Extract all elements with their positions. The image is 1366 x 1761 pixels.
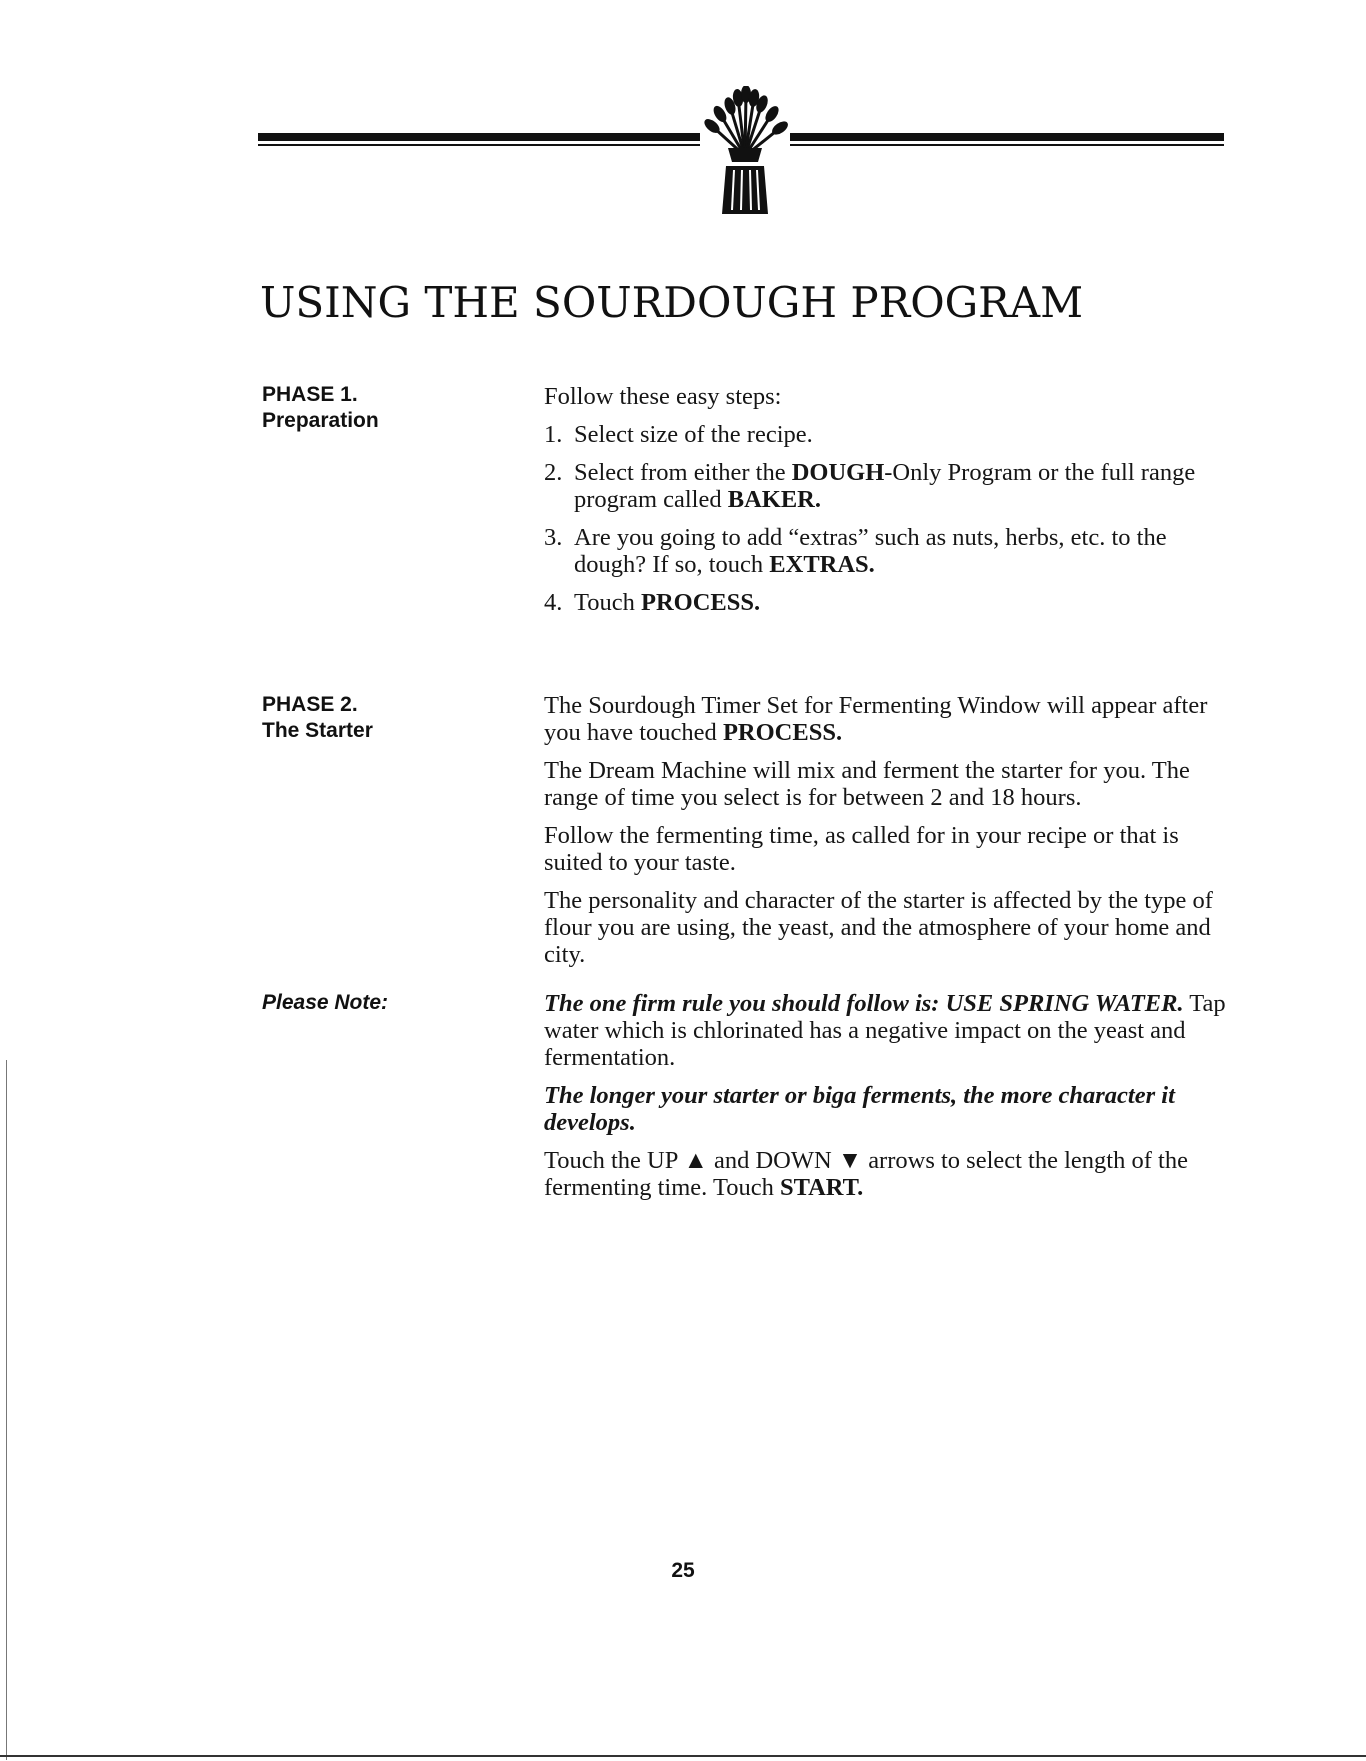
step-number: 1. bbox=[544, 421, 563, 448]
step-number: 2. bbox=[544, 459, 563, 486]
step-keyword: BAKER. bbox=[727, 486, 822, 513]
note-touch-text: arrows to select the length of the fermenting time. Touch bbox=[544, 1147, 1188, 1201]
phase2-paragraph: Follow the fermenting time, as called for in your recipe or that is suited to your taste. bbox=[544, 822, 1179, 876]
note-paragraph bbox=[544, 1082, 1234, 1136]
down-arrow-icon: ▼ bbox=[837, 1147, 863, 1174]
step-text: Touch bbox=[574, 589, 642, 616]
phase2-label bbox=[262, 692, 373, 744]
phase2-p1-keyword: PROCESS. bbox=[722, 719, 843, 746]
note-rule-text: Tap water which is chlorinated has a negative impact on the yeast and fermentation. bbox=[544, 990, 1226, 1071]
note-paragraph bbox=[544, 990, 1234, 1071]
note-label: Please Note: bbox=[262, 991, 389, 1014]
phase2-p1-text: The Sourdough Timer Set for Fermenting Window will appear after you have touched bbox=[544, 692, 1208, 746]
phase2-paragraph bbox=[544, 692, 1234, 746]
step-number: 3. bbox=[544, 524, 563, 551]
phase2-body bbox=[544, 692, 1234, 968]
step-keyword: DOUGH bbox=[791, 459, 885, 486]
step-text: Select from either the bbox=[574, 459, 792, 486]
step-text: Are you going to add “extras” such as nuts, herbs, etc. to the dough? If so, touch bbox=[574, 524, 1167, 578]
header-rule-right bbox=[790, 133, 1224, 149]
phase2-label-number: PHASE 2. bbox=[262, 693, 358, 716]
phase2-paragraph: The Dream Machine will mix and ferment the starter for you. The range of time you select is for between 2 and 18 hours. bbox=[544, 757, 1190, 811]
up-arrow-icon: ▲ bbox=[683, 1147, 708, 1174]
note-emphasis: The longer your starter or biga ferments, the more character it develops. bbox=[544, 1082, 1175, 1136]
steps-list bbox=[544, 421, 1234, 616]
header-rule-left bbox=[258, 133, 700, 149]
scan-edge-bottom bbox=[0, 1755, 1366, 1757]
note-start-keyword: START. bbox=[779, 1174, 864, 1201]
wheat-sheaf-icon bbox=[690, 86, 800, 218]
note-touch-text: and DOWN bbox=[707, 1147, 838, 1174]
phase1-label bbox=[262, 382, 379, 434]
step-number: 4. bbox=[544, 589, 563, 616]
note-body bbox=[544, 990, 1234, 1201]
page-title: USING THE SOURDOUGH PROGRAM bbox=[260, 278, 1084, 327]
note-touch-text: Touch the UP bbox=[544, 1147, 684, 1174]
phase1-label-title: Preparation bbox=[262, 409, 379, 432]
phase2-paragraph: The personality and character of the starter is affected by the type of flour you are using, the yeast, and the atmosphere of your home and city. bbox=[544, 887, 1213, 968]
step-keyword: PROCESS. bbox=[641, 589, 761, 616]
phase1-intro: Follow these easy steps: bbox=[544, 383, 782, 410]
phase1-label-number: PHASE 1. bbox=[262, 383, 358, 406]
list-item bbox=[544, 589, 1234, 616]
list-item bbox=[544, 421, 1234, 448]
note-paragraph bbox=[544, 1147, 1234, 1201]
step-text: -Only Program or the full range program called bbox=[574, 459, 1196, 513]
scan-edge-left bbox=[6, 1060, 7, 1760]
note-rule-emphasis: The one firm rule you should follow is: USE SPRING WATER. bbox=[544, 990, 1184, 1017]
phase2-label-title: The Starter bbox=[262, 719, 373, 742]
list-item bbox=[544, 524, 1234, 578]
page-number: 25 bbox=[671, 1559, 695, 1582]
step-text: Select size of the recipe. bbox=[574, 421, 813, 448]
list-item bbox=[544, 459, 1234, 513]
phase1-body bbox=[544, 383, 1234, 616]
step-keyword: EXTRAS. bbox=[769, 551, 875, 578]
